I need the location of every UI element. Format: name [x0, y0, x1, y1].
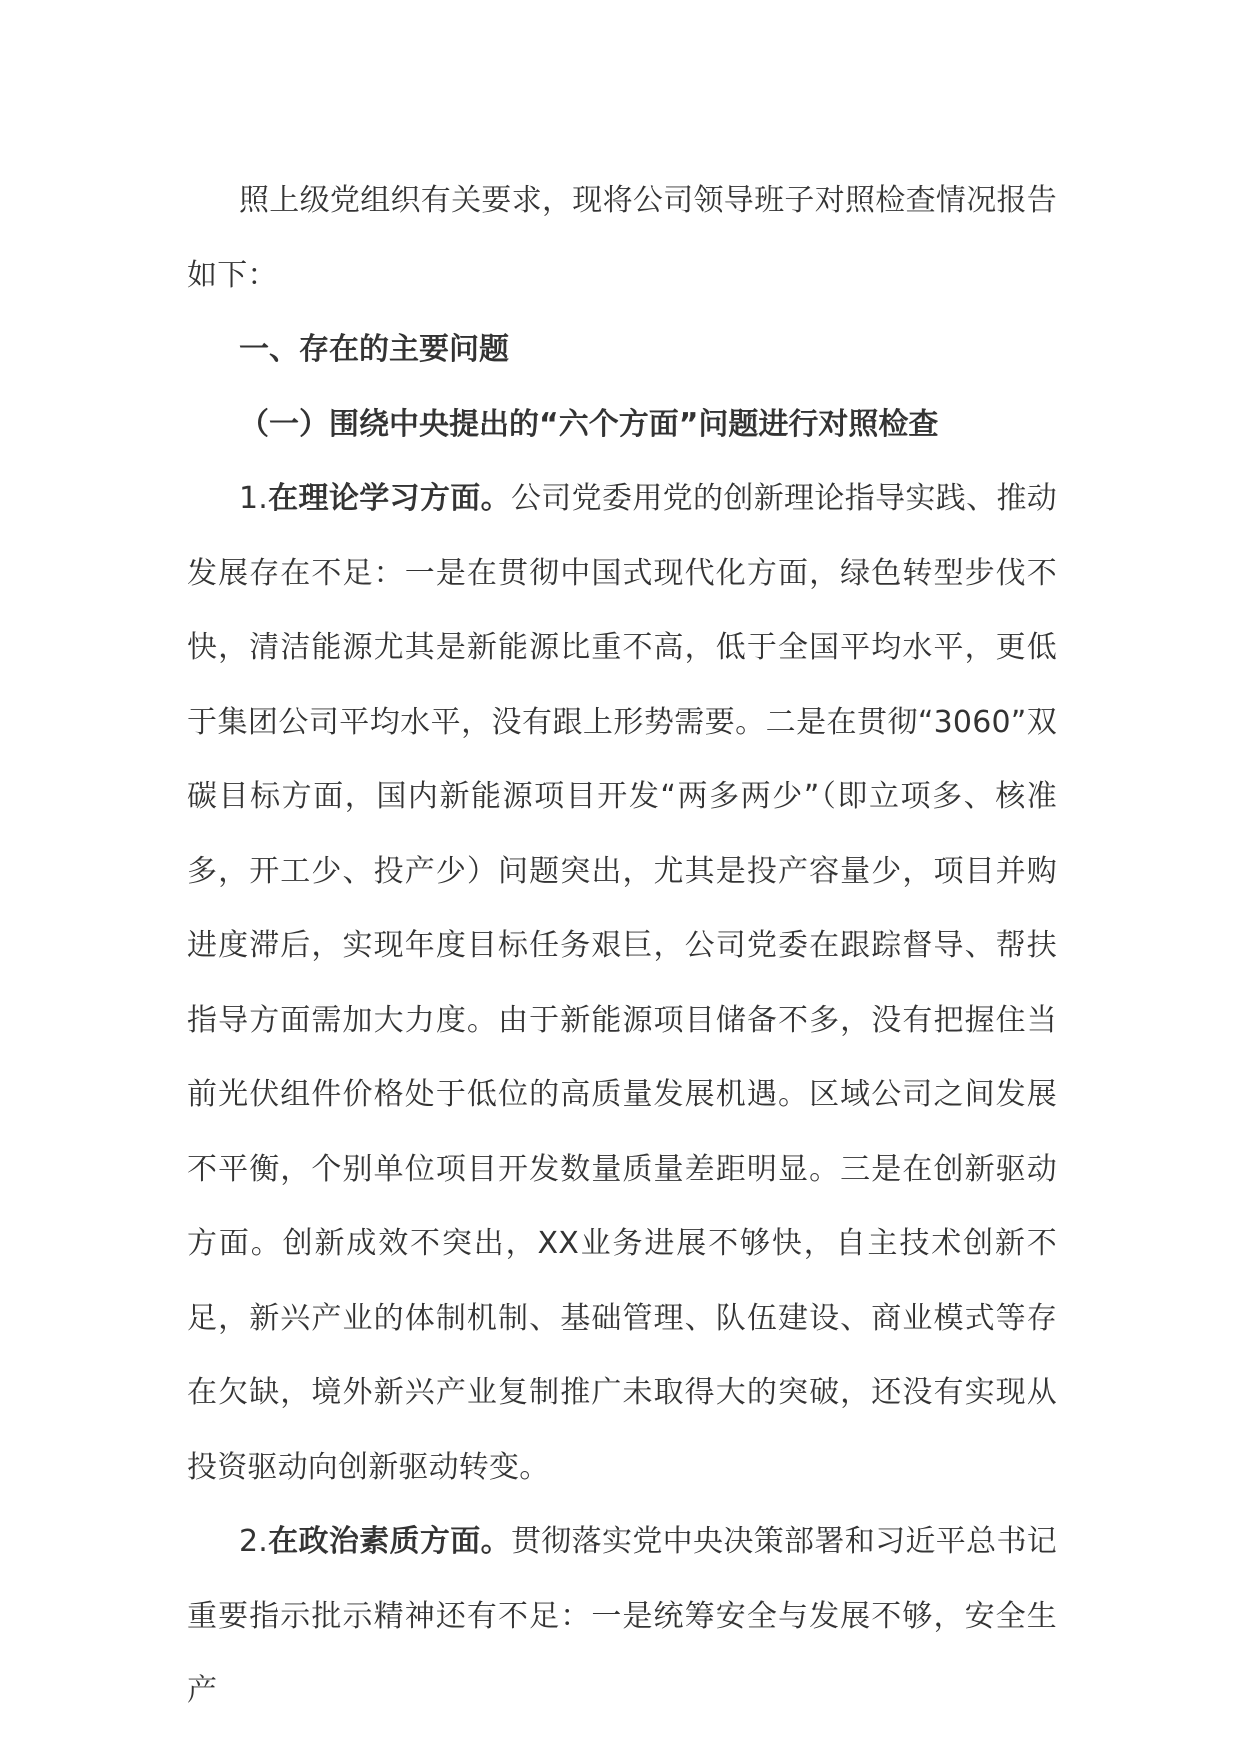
document-body [187, 164, 1057, 1729]
item-body: 公司党委用党的创新理论指导实践、推动发展存在不足：一是在贯彻中国式现代化方面，绿色转型步伐不快，清洁能源尤其是新能源比重不高，低于全国平均水平，更低于集团公司平均水平，没有跟上形势需要。二是在贯彻“3060”双碳目标方面，国内新能源项目开发“两多两少”（即立项多、核准多，开工少、投产少）问题突出，尤其是投产容量少，项目并购进度滞后，实现年度目标任务艰巨，公司党委在跟踪督导、帮扶指导方面需加大力度。由于新能源项目储备不多，没有把握住当前光伏组件价格处于低位的高质量发展机遇。区域公司之间发展不平衡，个别单位项目开发数量质量差距明显。三是在创新驱动方面。创新成效不突出，XX业务进展不够快，自主技术创新不足，新兴产业的体制机制、基础管理、队伍建设、商业模式等存在欠缺，境外新兴产业复制推广未取得大的突破，还没有实现从投资驱动向创新驱动转变。 [187, 481, 1057, 1485]
item-number: 2. [239, 1524, 269, 1559]
item-paragraph-1 [187, 462, 1057, 1505]
item-body: 贯彻落实党中央决策部署和习近平总书记重要指示批示精神还有不足：一是统筹安全与发展不够，安全生产 [187, 1524, 1057, 1708]
section-heading: 一、存在的主要问题 [239, 332, 509, 367]
intro-paragraph [187, 164, 1057, 313]
item-title: 在政治素质方面。 [268, 1524, 511, 1559]
intro-text: 照上级党组织有关要求，现将公司领导班子对照检查情况报告如下： [187, 183, 1057, 293]
item-number: 1. [239, 481, 269, 516]
item-title: 在理论学习方面。 [268, 481, 511, 516]
subsection-heading: （一）围绕中央提出的“六个方面”问题进行对照检查 [239, 406, 939, 442]
item-paragraph-2 [187, 1505, 1057, 1729]
